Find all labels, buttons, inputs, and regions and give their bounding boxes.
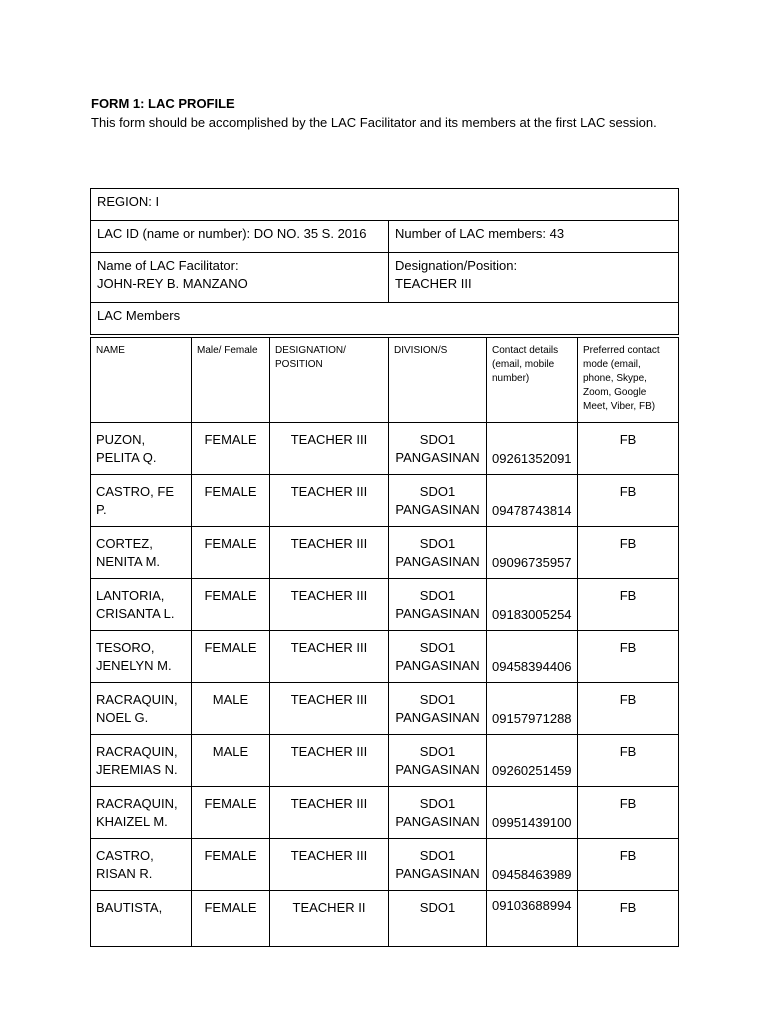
member-contact-mode: FB: [578, 735, 679, 787]
member-division-line2: PANGASINAN: [395, 762, 480, 777]
member-division-cell: [389, 579, 487, 631]
col-header-mode: Preferred contact mode (email, phone, Skype, Zoom, Google Meet, Viber, FB): [578, 338, 679, 423]
member-name-cell: [91, 579, 192, 631]
member-contact: 09103688994: [487, 891, 578, 947]
member-division-line2: PANGASINAN: [395, 554, 480, 569]
member-division-line1: SDO1: [419, 900, 456, 915]
table-row: [91, 839, 679, 891]
form-heading: [91, 94, 671, 132]
member-division-line2: PANGASINAN: [395, 866, 480, 881]
member-name-line1: CORTEZ,: [96, 536, 153, 551]
member-name-cell: [91, 475, 192, 527]
table-row: [91, 475, 679, 527]
member-division-cell: [389, 527, 487, 579]
member-sex: MALE: [192, 735, 270, 787]
member-name-line1: LANTORIA,: [96, 588, 165, 603]
member-name-line2: KHAIZEL M.: [96, 814, 168, 829]
member-division-line1: SDO1: [419, 692, 456, 707]
member-name-cell: [91, 891, 192, 947]
member-name-line2: PELITA Q.: [96, 450, 157, 465]
member-name-cell: [91, 423, 192, 475]
designation-value: TEACHER III: [395, 276, 472, 291]
member-sex: FEMALE: [192, 527, 270, 579]
table-row: [91, 579, 679, 631]
member-division-line1: SDO1: [419, 744, 456, 759]
member-sex: FEMALE: [192, 787, 270, 839]
member-sex: FEMALE: [192, 891, 270, 947]
col-header-sex: Male/ Female: [192, 338, 270, 423]
member-contact-mode: FB: [578, 787, 679, 839]
member-contact: 09478743814: [487, 475, 578, 527]
member-name-line1: PUZON,: [96, 432, 146, 447]
member-division-cell: [389, 891, 487, 947]
members-count-text: Number of LAC members: 43: [395, 226, 565, 241]
member-division-cell: [389, 423, 487, 475]
member-division-line2: PANGASINAN: [395, 502, 480, 517]
member-contact-mode: FB: [578, 631, 679, 683]
facilitator-cell: [91, 253, 389, 303]
member-position: TEACHER II: [270, 891, 389, 947]
member-sex: FEMALE: [192, 423, 270, 475]
member-division-line2: PANGASINAN: [395, 710, 480, 725]
table-row: [91, 891, 679, 947]
member-position: TEACHER III: [270, 579, 389, 631]
member-name-line1: RACRAQUIN,: [96, 692, 178, 707]
member-contact: 09458463989: [487, 839, 578, 891]
lac-id-cell: [91, 221, 389, 253]
member-division-line1: SDO1: [419, 796, 456, 811]
member-contact: 09458394406: [487, 631, 578, 683]
member-sex: MALE: [192, 683, 270, 735]
member-position: TEACHER III: [270, 839, 389, 891]
member-division-line1: SDO1: [419, 484, 456, 499]
member-contact-mode: FB: [578, 839, 679, 891]
member-sex: FEMALE: [192, 475, 270, 527]
members-heading-cell: [91, 303, 679, 335]
member-contact-mode: FB: [578, 683, 679, 735]
member-contact-mode: FB: [578, 891, 679, 947]
member-contact: 09183005254: [487, 579, 578, 631]
member-sex: FEMALE: [192, 631, 270, 683]
member-division-cell: [389, 787, 487, 839]
table-row: [91, 631, 679, 683]
member-name-line2: NENITA M.: [96, 554, 161, 569]
member-name-line1: CASTRO, FE P.: [96, 484, 175, 517]
member-contact-mode: FB: [578, 475, 679, 527]
member-division-cell: [389, 475, 487, 527]
member-division-cell: [389, 683, 487, 735]
member-contact: 09157971288: [487, 683, 578, 735]
member-position: TEACHER III: [270, 527, 389, 579]
member-sex: FEMALE: [192, 839, 270, 891]
member-name-cell: [91, 787, 192, 839]
col-header-division: DIVISION/S: [389, 338, 487, 423]
member-name-cell: [91, 631, 192, 683]
member-position: TEACHER III: [270, 475, 389, 527]
designation-label: Designation/Position:: [395, 258, 518, 273]
member-name-line1: RACRAQUIN,: [96, 744, 178, 759]
member-division-line2: PANGASINAN: [395, 606, 480, 621]
region-text: REGION: I: [97, 194, 160, 209]
member-contact: 09260251459: [487, 735, 578, 787]
member-name-line2: NOEL G.: [96, 710, 149, 725]
member-position: TEACHER III: [270, 683, 389, 735]
member-position: TEACHER III: [270, 735, 389, 787]
member-division-line1: SDO1: [419, 536, 456, 551]
member-contact: 09261352091: [487, 423, 578, 475]
table-row: [91, 787, 679, 839]
member-division-line2: PANGASINAN: [395, 814, 480, 829]
member-contact: 09096735957: [487, 527, 578, 579]
member-division-cell: [389, 839, 487, 891]
member-contact: 09951439100: [487, 787, 578, 839]
col-header-contact: Contact details (email, mobile number): [487, 338, 578, 423]
member-division-line1: SDO1: [419, 848, 456, 863]
table-row: [91, 527, 679, 579]
member-name-cell: [91, 735, 192, 787]
member-name-line2: CRISANTA L.: [96, 606, 175, 621]
member-division-line1: SDO1: [419, 432, 456, 447]
member-name-cell: [91, 683, 192, 735]
member-contact-mode: FB: [578, 527, 679, 579]
member-name-line1: RACRAQUIN,: [96, 796, 178, 811]
member-name-line1: CASTRO,: [96, 848, 154, 863]
facilitator-label: Name of LAC Facilitator:: [97, 258, 239, 273]
table-row: [91, 683, 679, 735]
region-cell: [91, 189, 679, 221]
member-contact-mode: FB: [578, 579, 679, 631]
member-position: TEACHER III: [270, 631, 389, 683]
members-header-row: [91, 338, 679, 423]
member-contact-mode: FB: [578, 423, 679, 475]
designation-cell: [389, 253, 679, 303]
member-name-line2: RISAN R.: [96, 866, 153, 881]
member-position: TEACHER III: [270, 423, 389, 475]
members-table: [90, 337, 679, 947]
member-sex: FEMALE: [192, 579, 270, 631]
table-row: [91, 735, 679, 787]
member-name-line2: JEREMIAS N.: [96, 762, 178, 777]
col-header-designation: DESIGNATION/ POSITION: [270, 338, 389, 423]
member-name-cell: [91, 527, 192, 579]
members-count-cell: [389, 221, 679, 253]
member-division-line2: PANGASINAN: [395, 450, 480, 465]
form-description: This form should be accomplished by the LAC Facilitator and its members at the first LAC session.: [91, 115, 657, 130]
form-title: FORM 1: LAC PROFILE: [91, 96, 235, 111]
member-name-line1: BAUTISTA,: [96, 900, 163, 915]
lac-id-text: LAC ID (name or number): DO NO. 35 S. 2016: [97, 226, 367, 241]
col-header-name: NAME: [91, 338, 192, 423]
member-position: TEACHER III: [270, 787, 389, 839]
member-name-line1: TESORO,: [96, 640, 155, 655]
member-division-line2: PANGASINAN: [395, 658, 480, 673]
member-division-cell: [389, 631, 487, 683]
table-row: [91, 423, 679, 475]
members-body: [91, 423, 679, 947]
member-division-cell: [389, 735, 487, 787]
member-name-cell: [91, 839, 192, 891]
members-heading: LAC Members: [97, 308, 181, 323]
facilitator-name: JOHN-REY B. MANZANO: [97, 276, 248, 291]
member-division-line1: SDO1: [419, 588, 456, 603]
lac-profile-table: [90, 188, 679, 335]
member-division-line1: SDO1: [419, 640, 456, 655]
member-name-line2: JENELYN M.: [96, 658, 172, 673]
